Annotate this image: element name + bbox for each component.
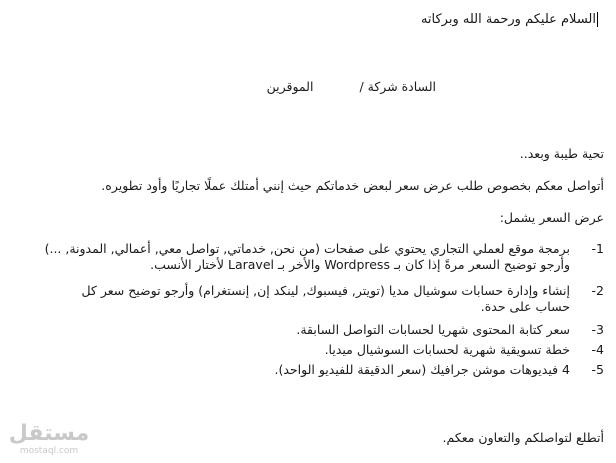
watermark-url: mostaql.com — [19, 446, 79, 456]
text-cursor — [597, 12, 598, 27]
list-item — [44, 283, 604, 315]
list-item-text: إنشاء وإدارة حسابات سوشيال مديا (تويتر, فيسبوك, لينكد إن, إنستغرام) وأرجو توضيح سعر كل حساب على حدة. — [81, 283, 570, 314]
intro-paragraph: أتواصل معكم بخصوص طلب عرض سعر لبعض خدماتكم حيث إنني أمتلك عملًا تجاريًا وأود تطويره. — [101, 178, 604, 193]
list-item — [44, 342, 604, 358]
addressee-line — [267, 79, 436, 94]
addressee-title: السادة شركة / — [359, 79, 436, 94]
list-item-text: سعر كتابة المحتوى شهريا لحسابات التواصل السابقة. — [296, 322, 570, 337]
closing-line: أتطلع لتواصلكم والتعاون معكم. — [442, 430, 604, 445]
list-item-number: 2- — [591, 283, 604, 298]
list-item-number: 4- — [591, 342, 604, 357]
salutation-line: تحية طيبة وبعد.. — [519, 146, 604, 161]
list-item-number: 5- — [591, 362, 604, 377]
list-item-text: برمجة موقع لعملي التجاري يحتوي على صفحات (من نحن, خدماتي, تواصل معي, أعمالي, المدونة, ...) وأرجو توضيح السعر مرةً إذا كان بـ Wordpress والأخر بـ Laravel لأختار الأنسب. — [44, 241, 570, 272]
list-item — [44, 362, 604, 378]
watermark-logo: مستقل — [8, 421, 90, 446]
list-item — [44, 322, 604, 338]
list-item — [44, 241, 604, 273]
offer-heading: عرض السعر يشمل: — [499, 210, 604, 225]
list-item-number: 3- — [591, 322, 604, 337]
greeting-line[interactable] — [421, 12, 598, 28]
list-item-number: 1- — [591, 241, 604, 256]
mostaql-watermark — [8, 422, 90, 460]
list-item-text: 4 فيديوهات موشن جرافيك (سعر الدقيقة للفيديو الواحد). — [274, 362, 570, 377]
addressee-honorific: الموقرين — [266, 79, 314, 94]
greeting-text: السلام عليكم ورحمة الله وبركاته — [420, 12, 596, 27]
list-item-text: خطة تسويقية شهرية لحسابات السوشيال ميديا. — [324, 342, 570, 357]
